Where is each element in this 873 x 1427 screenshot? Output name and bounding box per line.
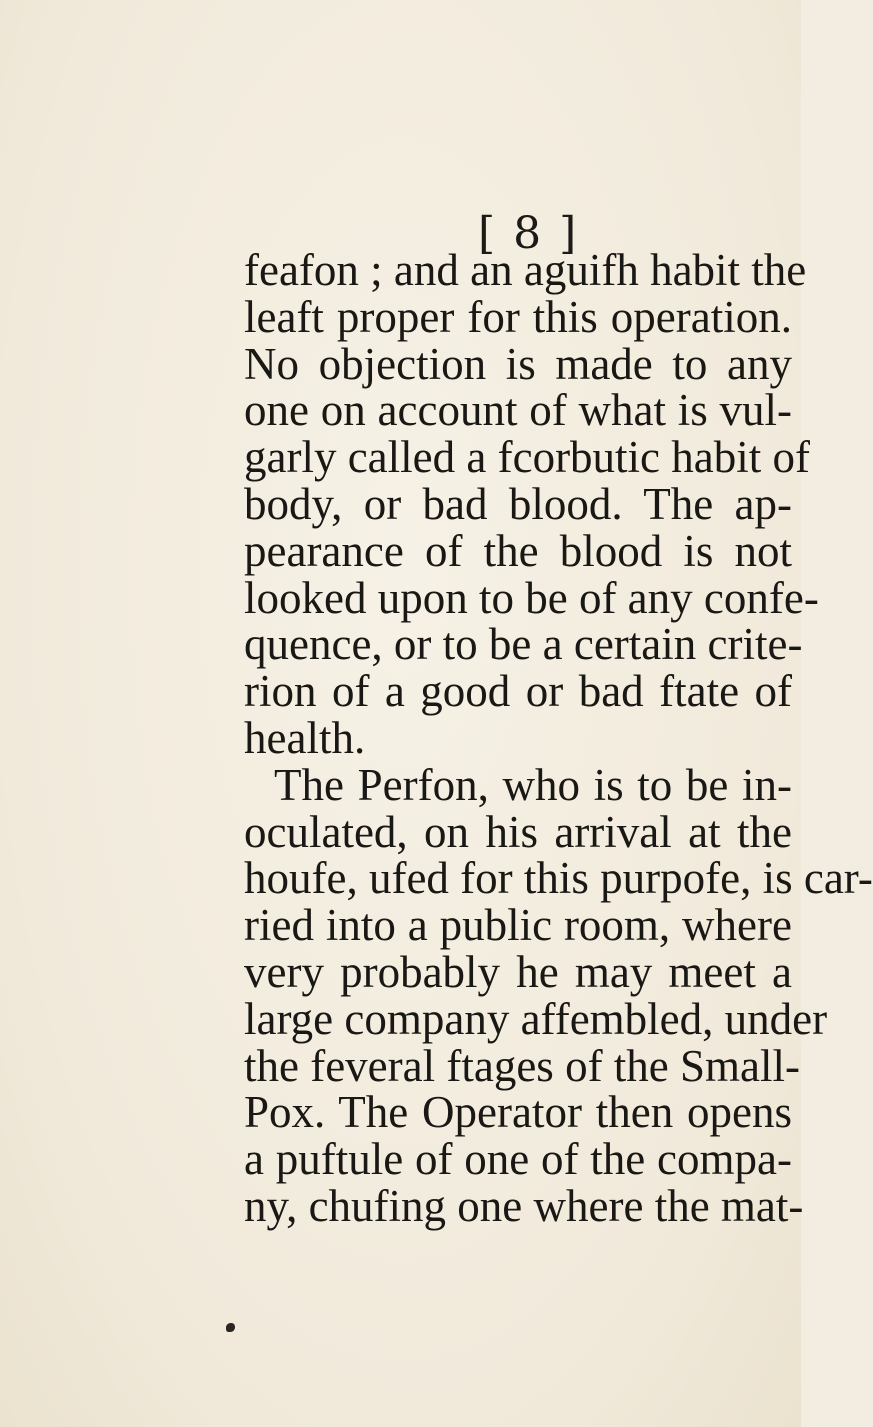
text-line: quence, or to be a certain crite- bbox=[244, 619, 803, 670]
text-line: ny, chufing one where the mat- bbox=[244, 1180, 804, 1231]
text-line: Pox. The Operator then opens bbox=[244, 1087, 792, 1138]
text-line: one on account of what is vul- bbox=[244, 385, 792, 436]
text-line: body, or bad blood. The ap- bbox=[244, 478, 792, 529]
page-number: [ 8 ] bbox=[478, 208, 579, 259]
text-line: the feveral ftages of the Small- bbox=[244, 1040, 801, 1091]
text-line: No objection is made to any bbox=[244, 338, 792, 389]
text-line: large company affembled, under bbox=[244, 993, 828, 1044]
text-line: leaft proper for this operation. bbox=[244, 291, 792, 342]
text-line: garly called a fcorbutic habit of bbox=[244, 432, 810, 483]
paragraph-start-line: The Perfon, who is to be in- bbox=[274, 759, 792, 810]
body-text bbox=[244, 245, 873, 1231]
text-line: houfe, ufed for this purpofe, is car- bbox=[244, 853, 873, 904]
text-line: oculated, on his arrival at the bbox=[244, 806, 792, 857]
ink-blot bbox=[226, 1323, 235, 1332]
text-line: rion of a good or bad ftate of bbox=[244, 666, 792, 717]
text-line: very probably he may meet a bbox=[244, 946, 792, 997]
text-line: a puftule of one of the compa- bbox=[244, 1134, 792, 1185]
text-line: looked upon to be of any confe- bbox=[244, 572, 819, 623]
text-line: health. bbox=[244, 712, 366, 763]
text-line: pearance of the blood is not bbox=[244, 525, 792, 576]
text-line: ried into a public room, where bbox=[244, 900, 792, 951]
text-line: feafon ; and an aguifh habit the bbox=[244, 245, 807, 295]
